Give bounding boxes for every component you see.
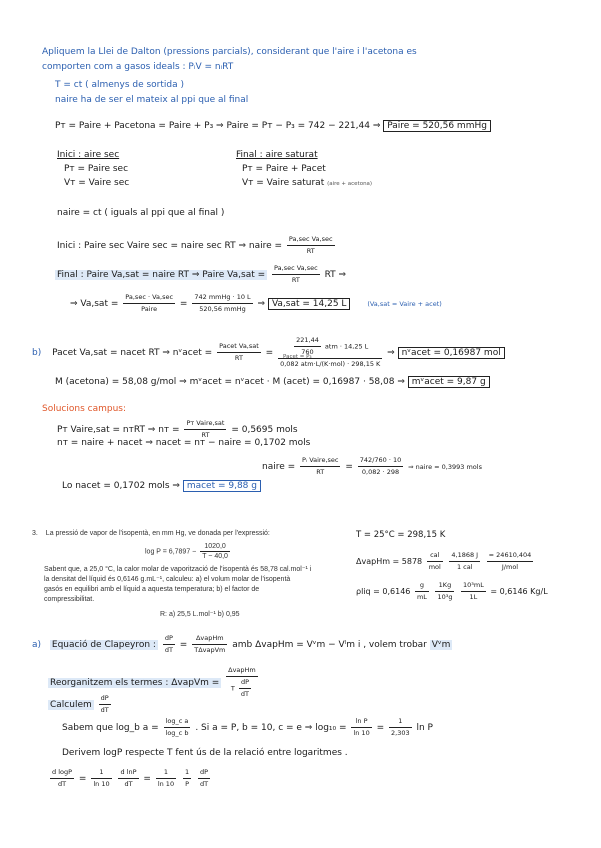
rearrange-num: ΔvapHm	[226, 665, 258, 677]
part-b-equation: b) Pacet Va,sat = nacet RT ⇒ nᵛacet = $\frac{\text{Pacet Va,sat}}{RT}$ = $\frac{221,44}{760}$ atm · 14,25 L 0,082 atm·L/(K·mol) · 298,15 K ⇒ nᵛacet = 0,16987 mol	[32, 335, 505, 370]
problem-3-line-5: compressibilitat.	[44, 596, 95, 603]
target-volume: Vᵛm	[431, 640, 451, 650]
problem-3-line-3: la densitat del líquid és 0,6146 g.mL⁻¹, calculeu: a) el volum molar de l'isopentà	[44, 576, 291, 583]
density-u1n: g	[415, 580, 429, 592]
deriv-n5: 1	[183, 767, 191, 779]
rearrange-den	[226, 677, 258, 700]
clapeyron-num1: dP	[163, 633, 175, 645]
campus-l1-suffix: = 0,5695 mols	[231, 425, 298, 435]
pacet-note: Pacet = P₃	[283, 354, 312, 360]
logarithm-equation	[62, 716, 433, 739]
deriv-d2: ln 10	[93, 780, 110, 788]
enthalpy-unit-den: mol	[428, 563, 441, 571]
rearrange-den-num: dP	[239, 677, 251, 689]
deriv-n3: d lnP	[118, 767, 138, 779]
log-num: log_c a	[164, 716, 191, 728]
deriv-d5: P	[185, 780, 189, 788]
campus-l3-num1: Pᵢ Vaire,sec	[300, 455, 340, 467]
mass-equation	[55, 377, 490, 388]
log-num3: 1	[389, 716, 412, 728]
initial-equation	[57, 234, 337, 257]
vsat-result: Va,sat = 14,25 L	[268, 298, 350, 310]
intro-line-4: naire ha de ser el mateix al ppi que al final	[55, 95, 249, 105]
density-u3n: 10³mL	[461, 580, 486, 592]
clapeyron-den1: dT	[164, 646, 173, 654]
vsat-num1: Pa,sec · Va,sec	[123, 292, 175, 304]
deriv-d3: dT	[124, 780, 133, 788]
initial-eq-num: Pa,sec Va,sec	[287, 234, 335, 246]
formula-den: T − 40,0	[202, 553, 228, 560]
log-prefix: Sabem que log_b a =	[62, 723, 159, 733]
deriv-n4: 1	[156, 767, 176, 779]
rearrange-prefix: Reorganitzem els termes : ΔvapVm =	[50, 678, 220, 688]
problem-3-line-1	[32, 529, 270, 538]
formula-left: log P = 6,7897 −	[145, 548, 197, 556]
vsat-den1: Paire	[141, 305, 158, 313]
part-b-num2b: 760	[301, 348, 314, 356]
log-den3: 2,303	[391, 729, 410, 737]
rearrange-den-t: T	[230, 684, 235, 693]
enthalpy-prefix: ΔvapHm = 5878	[356, 557, 423, 566]
clapeyron-equation	[32, 633, 452, 656]
problem-3-number: 3.	[32, 530, 38, 537]
final-eq-den: RT	[291, 276, 300, 284]
final-eq-prefix: Final : Paire Va,sat = naire RT ⇒ Paire Va,sat =	[57, 270, 266, 280]
campus-l3-prefix: naire =	[262, 462, 296, 472]
final-title: Final : aire saturat	[236, 150, 318, 160]
campus-l3-mid: =	[345, 462, 353, 472]
enthalpy-unit-num: cal	[427, 550, 443, 562]
vsat-prefix: ⇒ Va,sat =	[70, 299, 119, 309]
final-volume-note: (aire + acetona)	[327, 181, 373, 187]
final-eq-num: Pa,sec Va,sec	[272, 263, 320, 275]
calculate-prefix: Calculem	[50, 700, 92, 710]
log-den2: ln 10	[353, 729, 370, 737]
part-b-num2c: atm · 14,25 L	[324, 342, 369, 351]
part-b-label: b)	[32, 348, 42, 358]
n-constant: naire = ct ( iguals al ppi que al final )	[57, 208, 225, 218]
campus-l1-prefix: Pᴛ Vaire,sat = nᴛRT ⇒ nᴛ =	[57, 425, 180, 435]
initial-eq-den: RT	[306, 247, 315, 255]
part-b-num2a: 221,44	[294, 335, 321, 347]
log-eq: =	[376, 723, 385, 733]
enthalpy-result-unit: J/mol	[501, 563, 519, 571]
vsat-note: (Va,sat = Vaire + acet)	[367, 300, 442, 308]
clapeyron-title: Equació de Clapeyron :	[51, 640, 156, 650]
initial-pressure: Pᴛ = Paire sec	[64, 164, 129, 174]
derivative-equation: $\frac{\text{d logP}}{dT}$ = $\frac{1}{\ln 10}$ $\frac{\text{d lnP}}{dT}$ = $\frac{1}{\ln 10}$ $\frac{1}{P}$ $\frac{dP}{dT}$	[52, 768, 209, 788]
campus-mass-result: macet = 9,88 g	[183, 480, 261, 492]
initial-title: Inici : aire sec	[57, 150, 120, 160]
part-b-den2: 0,082 atm·L/(K·mol) · 298,15 K	[280, 360, 381, 368]
derivative-text: Derivem logP respecte T fent ús de la relació entre logaritmes .	[62, 748, 348, 758]
intro-line-3: T = ct ( almenys de sortida )	[55, 80, 185, 90]
dalton-equation	[55, 121, 491, 132]
part-b-num1: Pacet Va,sat	[217, 341, 261, 353]
campus-l3-den1: RT	[316, 468, 325, 476]
enthalpy-conv-den: 1 cal	[456, 563, 473, 571]
final-equation	[55, 263, 346, 286]
clapeyron-num2: ΔvapHm	[192, 633, 227, 645]
clapeyron-den2: TΔvapVm	[194, 646, 226, 654]
mass-result: mᵛacet = 9,87 g	[408, 376, 490, 388]
deriv-n6: dP	[198, 767, 210, 779]
campus-line-3	[262, 455, 482, 478]
formula-num: 1020,0	[200, 542, 230, 552]
enthalpy-conv-num: 4,1868 J	[449, 550, 480, 562]
log-den: log_c b	[165, 729, 189, 737]
density-prefix: ρliq = 0,6146	[356, 587, 411, 596]
n-acet-result: nᵛacet = 0,16987 mol	[398, 347, 505, 359]
log-suffix: ln P	[416, 723, 433, 733]
campus-l3-num2: 742/760 · 10	[358, 455, 403, 467]
problem-3-text-1: La pressió de vapor de l'isopentà, en mm Hg, ve donada per l'expressió:	[45, 530, 270, 537]
final-eq-suffix: RT ⇒	[324, 270, 347, 280]
initial-eq-prefix: Inici : Paire sec Vaire sec = naire sec RT ⇒ naire =	[57, 241, 283, 251]
deriv-n1: d logP	[50, 767, 74, 779]
log-num2: ln P	[351, 716, 371, 728]
deriv-n2: 1	[91, 767, 111, 779]
problem-3-answer: R: a) 25,5 L.mol⁻¹ b) 0,95	[160, 611, 240, 618]
intro-line-2: comporten com a gasos ideals : PᵢV = nᵢRT	[42, 62, 234, 72]
final-volume	[242, 178, 372, 190]
density-u2d: 10³g	[437, 593, 453, 601]
calculate-den: dT	[100, 706, 109, 714]
rearrange-den-den: dT	[240, 690, 250, 698]
data-enthalpy	[356, 550, 535, 573]
final-volume-text: Vᴛ = Vaire saturat	[242, 178, 325, 188]
density-u3d: 1L	[469, 593, 478, 601]
paire-result: Paire = 520,56 mmHg	[383, 120, 491, 132]
part-b-prefix: Pacet Va,sat = nacet RT ⇒ nᵛacet =	[52, 348, 213, 358]
problem-3-line-2: Sabent que, a 25,0 °C, la calor molar de vaporització de l'isopentà és 58,78 cal.mol⁻¹ i	[44, 566, 312, 573]
campus-l3-suffix: ⇒ naire = 0,3993 mols	[408, 463, 482, 471]
deriv-d1: dT	[57, 780, 67, 788]
vsat-den2: 520,56 mmHg	[199, 305, 246, 313]
intro-line-1: Apliquem la Llei de Dalton (pressions parcials), considerant que l'aire i l'acetona es	[42, 47, 417, 57]
density-u2n: 1Kg	[435, 580, 454, 592]
density-u1d: mL	[416, 593, 427, 601]
vsat-equation: ⇒ Va,sat = $\frac{Pa,\sec \cdot Va,\sec}{\text{Paire}}$ = $\frac{\text{742 mmHg · 10 L}}{\text{520,56 mmHg}}$ ⇒ Va,sat = 14,25 L (Va,sat = Vaire + acet)	[70, 293, 442, 313]
log-mid: . Si a = P, b = 10, c = e ⇒ log₁₀ =	[195, 723, 347, 733]
problem-3-formula	[145, 542, 232, 561]
data-density	[356, 580, 548, 603]
campus-l4-prefix: Lo nacet = 0,1702 mols ⇒	[62, 481, 180, 491]
data-temperature: T = 25°C = 298,15 K	[356, 530, 446, 540]
mass-text: M (acetona) = 58,08 g/mol ⇒ mᵛacet = nᵛacet · M (acet) = 0,16987 · 58,08 ⇒	[55, 377, 405, 387]
dalton-equation-text: Pᴛ = Paire + Pacetona = Paire + P₃ ⇒ Paire = Pᴛ − P₃ = 742 − 221,44 ⇒	[55, 121, 381, 131]
final-pressure: Pᴛ = Paire + Pacet	[242, 164, 326, 174]
clapeyron-eq: =	[179, 640, 188, 650]
campus-l1-den: RT	[201, 431, 210, 439]
calculate-line	[48, 693, 113, 716]
campus-l1-num: Pᴛ Vaire,sat	[184, 418, 226, 430]
part-a-label: a)	[32, 640, 42, 650]
density-result: = 0,6146 Kg/L	[490, 587, 548, 596]
vsat-num2: 742 mmHg · 10 L	[192, 292, 252, 304]
initial-volume: Vᴛ = Vaire sec	[64, 178, 130, 188]
campus-line-4	[62, 481, 261, 492]
problem-3-line-4: gasós en equilibri amb el líquid a aquesta temperatura; b) el factor de	[44, 586, 260, 593]
campus-line-2: nᴛ = naire + nacet ⇒ nacet = nᴛ − naire = 0,1702 mols	[57, 438, 311, 448]
deriv-d4: ln 10	[157, 780, 175, 788]
deriv-d6: dT	[199, 780, 209, 788]
calculate-num: dP	[99, 693, 111, 705]
campus-l3-den2: 0,082 · 298	[361, 468, 400, 476]
clapeyron-text-2: amb ΔvapHm = Vᵛm − Vˡm i , volem trobar	[232, 640, 427, 650]
enthalpy-result: = 24610,404	[487, 550, 534, 562]
part-b-den1: RT	[234, 354, 243, 362]
campus-title: Solucions campus:	[42, 404, 127, 414]
